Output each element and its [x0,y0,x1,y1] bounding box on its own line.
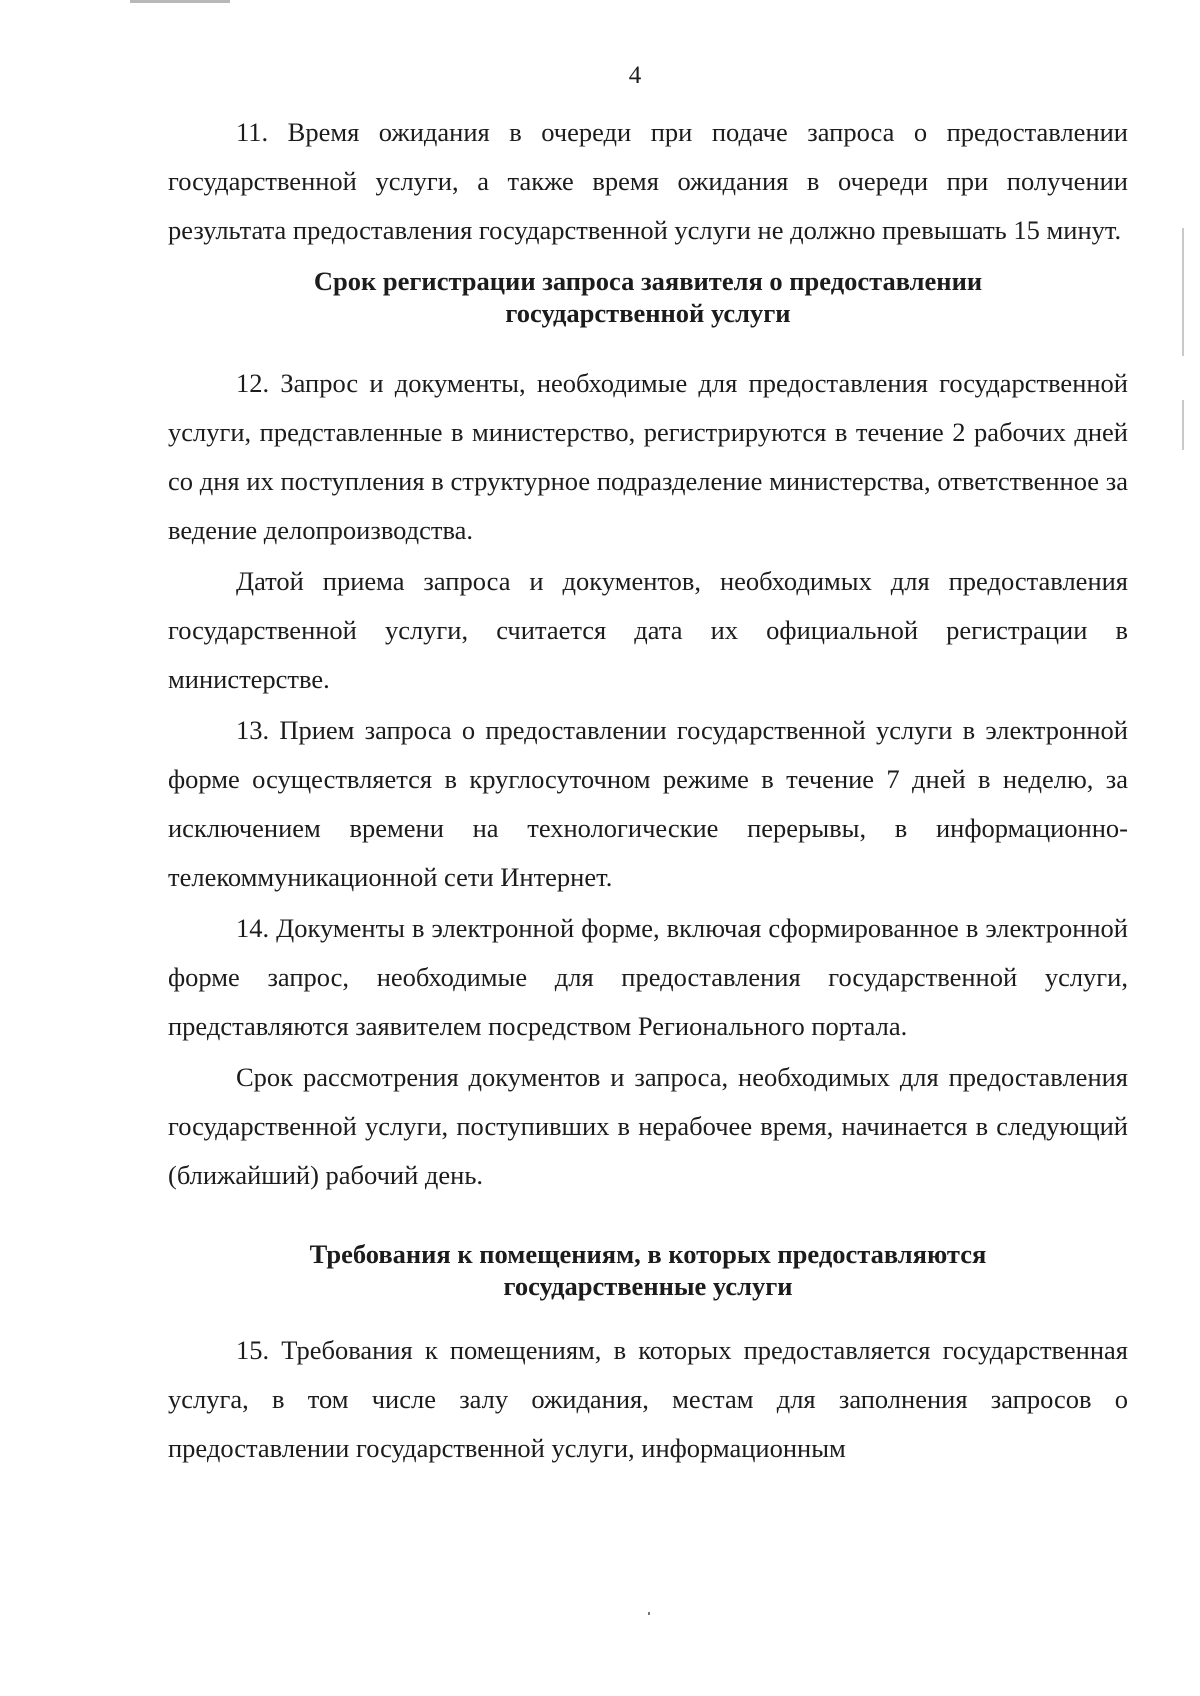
heading-line: Требования к помещениям, в которых предоставляются [309,1239,987,1269]
heading-line: государственные услуги [503,1271,793,1301]
heading-line: государственной услуги [505,298,791,328]
section-heading-premises [168,1238,1128,1302]
heading-line: Срок регистрации запроса заявителя о предоставлении [313,266,983,296]
scan-dot [648,1612,650,1615]
paragraph-14: 14. Документы в электронной форме, включая сформированное в электронной форме запрос, необходимые для предоставления государственной услуги, представляются заявителем посредством Регионального портала. [168,913,1128,1041]
paragraph-11: 11. Время ожидания в очереди при подаче запроса о предоставлении государственной услуги, а также время ожидания в очереди при получении результата предоставления государственной услуги не должно превышать 15 минут. [168,117,1128,245]
paragraph-14-term: Срок рассмотрения документов и запроса, необходимых для предоставления государственной услуги, поступивших в нерабочее время, начинается в следующий (ближайший) рабочий день. [168,1062,1128,1190]
document-body [168,108,1128,1473]
paragraph-13: 13. Прием запроса о предоставлении государственной услуги в электронной форме осуществляется в круглосуточном режиме в течение 7 дней в неделю, за исключением времени на технологические перерывы, в информационно-телекоммуникационной сети Интернет. [168,715,1128,892]
paragraph-15: 15. Требования к помещениям, в которых предоставляется государственная услуга, в том числе залу ожидания, местам для заполнения запросов о предоставлении государственной услуги, информационным [168,1335,1128,1463]
scan-mark [130,0,230,3]
page-number: 4 [628,62,642,89]
scan-edge-mark [1182,228,1184,356]
paragraph-12: 12. Запрос и документы, необходимые для предоставления государственной услуги, представленные в министерство, регистрируются в течение 2 рабочих дней со дня их поступления в структурное подразделение министерства, ответственное за ведение делопроизводства. [168,368,1128,545]
scan-edge-mark [1182,400,1184,450]
section-heading-registration [168,265,1128,329]
paragraph-12-date: Датой приема запроса и документов, необходимых для предоставления государственной услуги, считается дата их официальной регистрации в министерстве. [168,566,1128,694]
